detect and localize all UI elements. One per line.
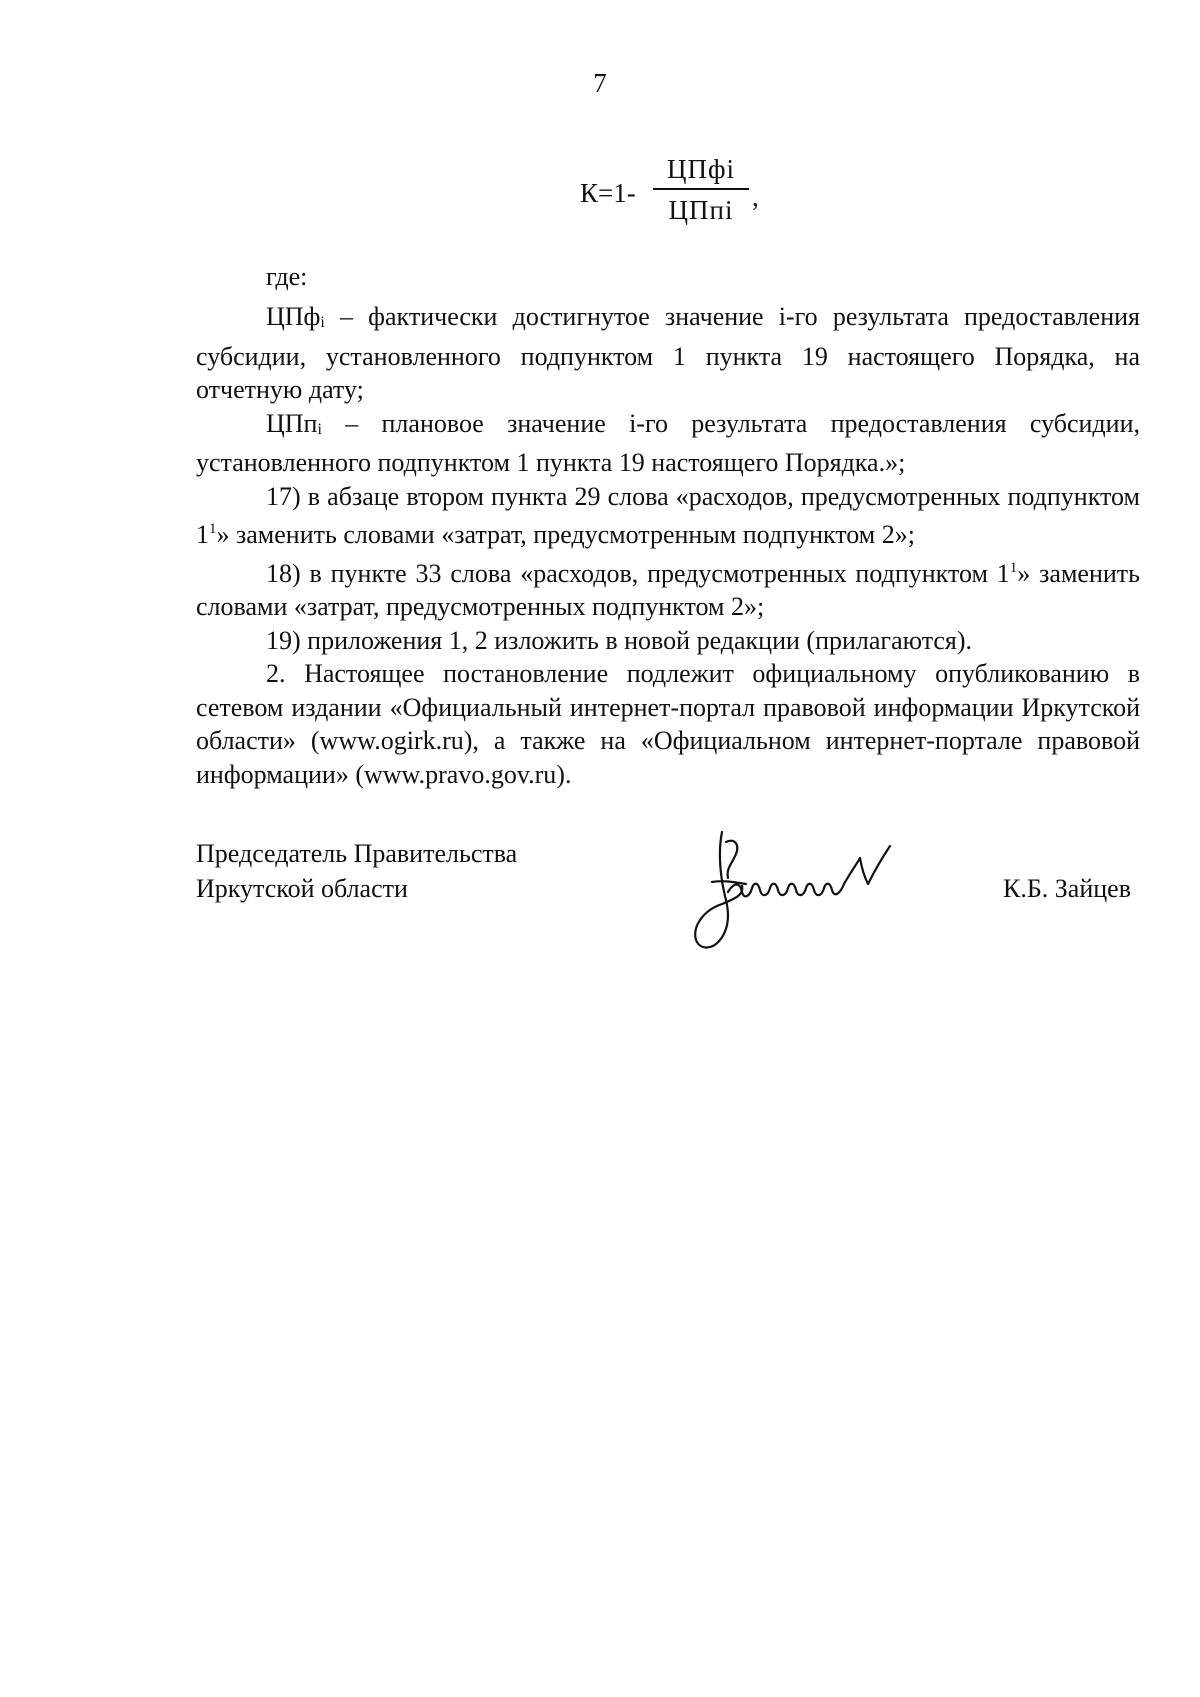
signatory-position	[196, 836, 517, 906]
publication-clause: 2. Настоящее постановление подлежит официальному опубликованию в сетевом издании «Официальный интернет-портал правовой информации Иркутской области» (www.ogirk.ru), а также на «Официальном интернет-портале правовой информации» (www.pravo.gov.ru).	[196, 659, 1140, 789]
definition-planned-text: – плановое значение i-го результата предоставления субсидии, установленного подпунктом 1 пункта 19 настоящего Порядка.»;	[196, 408, 1140, 477]
formula-denominator: ЦПпi	[668, 194, 734, 225]
amendment-item-18	[196, 552, 1140, 624]
amendment-item-17	[196, 480, 1140, 552]
symbol-actual-subscript: i	[320, 314, 325, 331]
item-17-part-b: » заменить словами «затрат, предусмотренным подпунктом 2»;	[216, 520, 915, 549]
definition-planned	[196, 407, 1140, 480]
formula-lhs: К=1-	[580, 178, 636, 208]
item-18-part-b: » заменить словами «затрат, предусмотренных подпунктом 2»;	[196, 558, 1140, 621]
item-17-part-a: 17) в абзаце втором пункта 29 слова «расходов, предусмотренных подпунктом 1	[196, 481, 1140, 549]
signatory-name: К.Б. Зайцев	[1003, 874, 1131, 903]
fraction-bar	[653, 188, 749, 190]
where-label: где:	[266, 262, 308, 291]
handwritten-signature	[682, 822, 922, 962]
item-18-part-a: 18) в пункте 33 слова «расходов, предусмотренных подпунктом 1	[266, 558, 1010, 588]
formula-numerator: ЦПфi	[667, 154, 735, 184]
formula-fraction	[653, 152, 749, 227]
symbol-actual: ЦПф	[266, 302, 321, 331]
item-17-superscript: 1	[209, 521, 217, 537]
formula-comma: ,	[752, 182, 759, 212]
item-18-superscript: 1	[1009, 559, 1018, 576]
definition-actual-text: – фактически достигнутое значение i-го результата предоставления субсидии, установленного подпунктом 1 пункта 19 настоящего Порядка, на отчетную дату;	[196, 302, 1140, 404]
symbol-planned: ЦПп	[266, 408, 318, 438]
page-number: 7	[593, 68, 607, 98]
definition-actual	[196, 300, 1140, 407]
position-line-1: Председатель Правительства	[196, 839, 518, 868]
amendment-item-19: 19) приложения 1, 2 изложить в новой редакции (прилагаются).	[266, 625, 973, 655]
document-body	[196, 300, 1140, 791]
position-line-2: Иркутской области	[196, 874, 408, 903]
symbol-planned-subscript: i	[317, 420, 322, 438]
